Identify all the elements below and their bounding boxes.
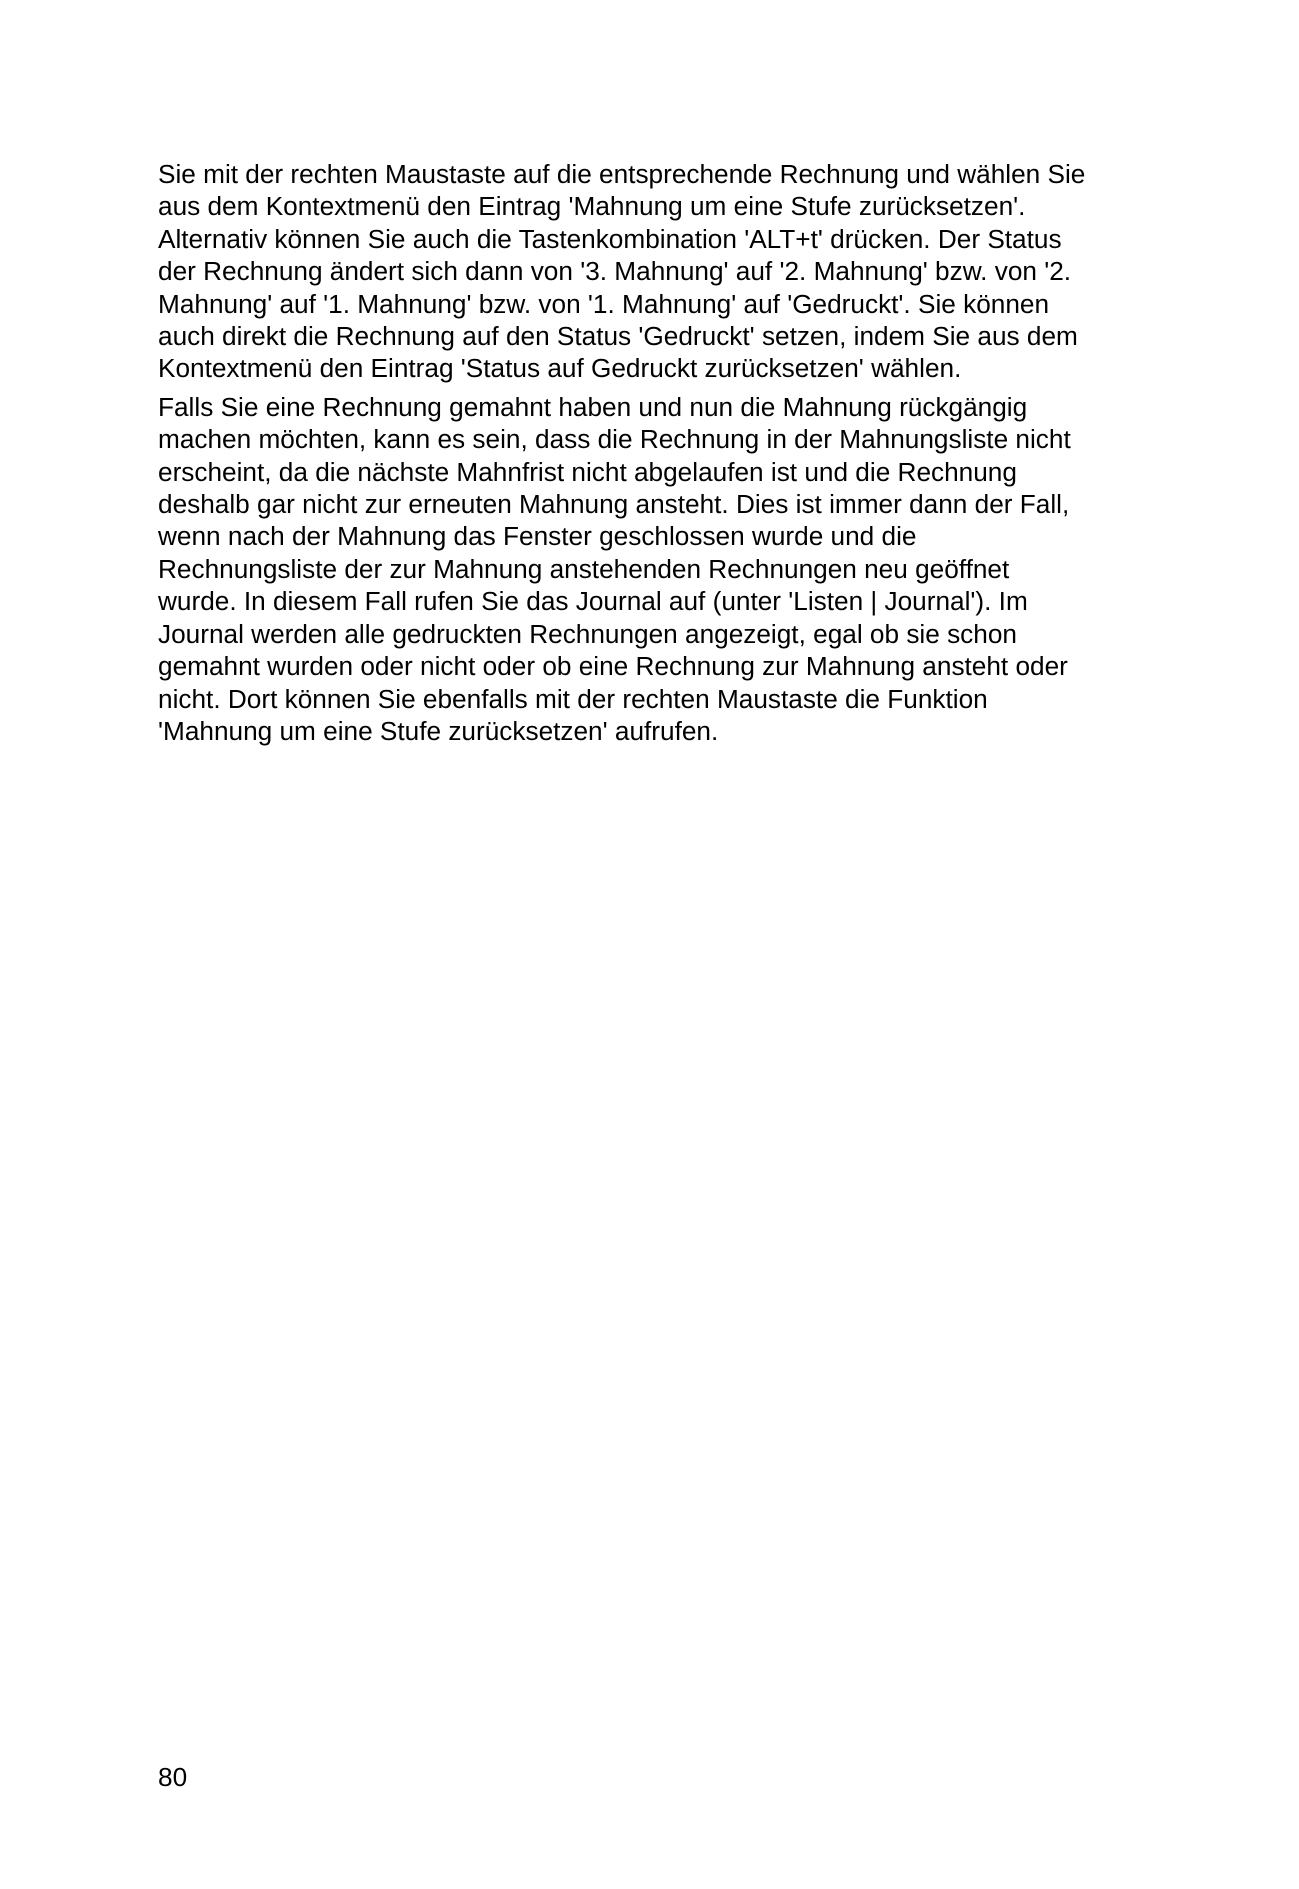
paragraph-reset-dunning-level: Sie mit der rechten Maustaste auf die entsprechende Rechnung und wählen Sie aus dem Kontextmenü den Eintrag 'Mahnung um eine Stufe zurücksetzen'. Alternativ können Sie auch die Tastenkombination 'ALT+t' drücken. Der Status der Rechnung ändert sich dann von '3. Mahnung' auf '2. Mahnung' bzw. von '2. Mahnung' auf '1. Mahnung' bzw. von '1. Mahnung' auf 'Gedruckt'. Sie können auch direkt die Rechnung auf den Status 'Gedruckt' setzen, indem Sie aus dem Kontextmenü den Eintrag 'Status auf Gedruckt zurücksetzen' wählen. bbox=[158, 159, 1086, 384]
page-number: 80 bbox=[158, 1762, 188, 1792]
document-body bbox=[158, 158, 1158, 747]
paragraph-journal-hint: Falls Sie eine Rechnung gemahnt haben und nun die Mahnung rückgängig machen möchten, kann es sein, dass die Rechnung in der Mahnungsliste nicht erscheint, da die nächste Mahnfrist nicht abgelaufen ist und die Rechnung deshalb gar nicht zur erneuten Mahnung ansteht. Dies ist immer dann der Fall, wenn nach der Mahnung das Fenster geschlossen wurde und die Rechnungsliste der zur Mahnung anstehenden Rechnungen neu geöffnet wurde. In diesem Fall rufen Sie das Journal auf (unter 'Listen | Journal'). Im Journal werden alle gedruckten Rechnungen angezeigt, egal ob sie schon gemahnt wurden oder nicht oder ob eine Rechnung zur Mahnung ansteht oder nicht. Dort können Sie ebenfalls mit der rechten Maustaste die Funktion 'Mahnung um eine Stufe zurücksetzen' aufrufen. bbox=[158, 391, 1071, 746]
